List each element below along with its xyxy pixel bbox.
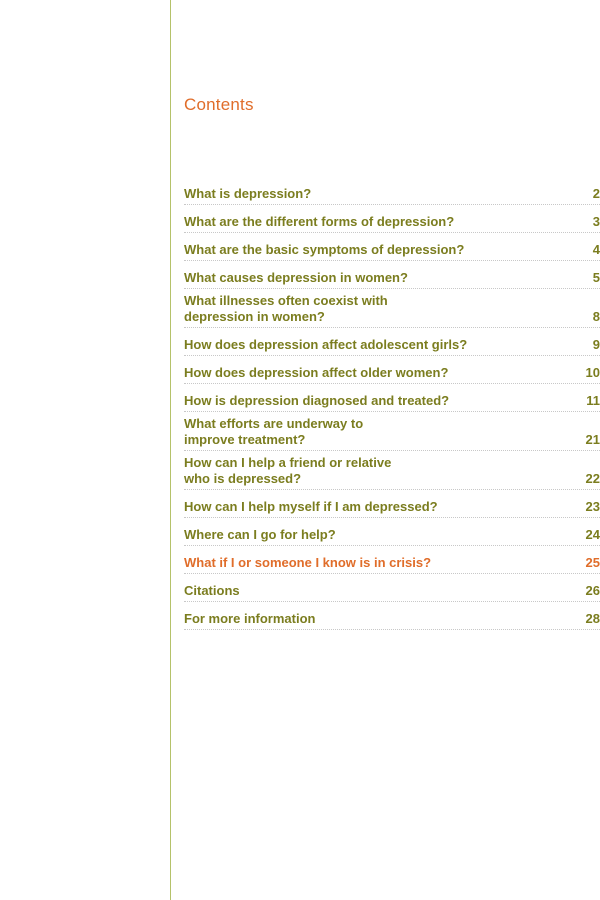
toc-entry-page: 26	[585, 583, 600, 598]
table-of-contents	[184, 181, 600, 634]
toc-entry-page: 8	[592, 309, 600, 324]
toc-entry-title: What is depression?	[184, 186, 312, 201]
toc-entry[interactable]	[184, 293, 600, 328]
toc-entry-page: 11	[586, 393, 600, 408]
toc-entry-title: How does depression affect older women?	[184, 365, 449, 380]
toc-entry-page: 4	[592, 242, 600, 257]
toc-entry-page: 9	[592, 337, 600, 352]
toc-entry-title: How is depression diagnosed and treated?	[184, 393, 450, 408]
toc-entry[interactable]	[184, 522, 600, 546]
toc-entry-title: What are the basic symptoms of depression?	[184, 242, 465, 257]
toc-entry-title: Where can I go for help?	[184, 527, 336, 542]
toc-entry[interactable]	[184, 578, 600, 602]
toc-entry-title: What causes depression in women?	[184, 270, 408, 285]
toc-entry[interactable]	[184, 388, 600, 412]
toc-entry[interactable]	[184, 494, 600, 518]
toc-entry-page: 5	[592, 270, 600, 285]
toc-entry-title: What efforts are underway to improve treatment?	[184, 416, 364, 447]
contents-heading: Contents	[184, 95, 254, 114]
toc-entry-page: 24	[585, 527, 600, 542]
toc-entry-page: 2	[592, 186, 600, 201]
toc-entry-page: 25	[585, 555, 600, 570]
toc-entry-crisis[interactable]	[184, 550, 600, 574]
toc-entry[interactable]	[184, 265, 600, 289]
toc-entry[interactable]	[184, 209, 600, 233]
toc-entry-title: How does depression affect adolescent girls?	[184, 337, 468, 352]
toc-entry-page: 28	[585, 611, 600, 626]
toc-entry-title: What are the different forms of depression?	[184, 214, 455, 229]
toc-entry[interactable]	[184, 606, 600, 630]
toc-entry-page: 10	[585, 365, 600, 380]
toc-entry-title: How can I help a friend or relative who is depressed?	[184, 455, 392, 486]
toc-entry-title: How can I help myself if I am depressed?	[184, 499, 438, 514]
toc-entry[interactable]	[184, 455, 600, 490]
toc-entry[interactable]	[184, 181, 600, 205]
toc-entry-title: For more information	[184, 611, 316, 626]
toc-entry-page: 22	[585, 471, 600, 486]
margin-rule	[170, 0, 171, 900]
toc-entry-page: 23	[585, 499, 600, 514]
toc-entry-title: Citations	[184, 583, 240, 598]
toc-entry[interactable]	[184, 360, 600, 384]
toc-entry[interactable]	[184, 237, 600, 261]
toc-entry-title: What illnesses often coexist with depression in women?	[184, 293, 388, 324]
toc-entry-page: 21	[585, 432, 600, 447]
toc-entry[interactable]	[184, 416, 600, 451]
toc-entry[interactable]	[184, 332, 600, 356]
toc-entry-title: What if I or someone I know is in crisis?	[184, 555, 432, 570]
toc-entry-page: 3	[592, 214, 600, 229]
